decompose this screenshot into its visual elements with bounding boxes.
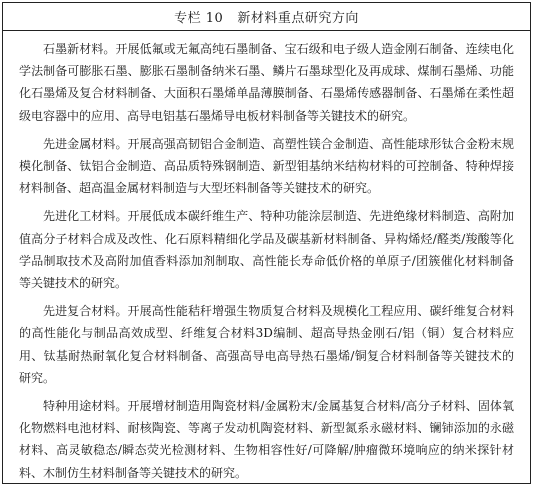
paragraph-chemical: 先进化工材料。开展低成本碳纤维生产、特种功能涂层制造、先进绝缘材料制造、高附加值高分子材料合成及改性、化石原料精细化学品及碳基新材料制备、异构烯烃/醛类/羧酸等化学品制取技术及高附加值香料添加剂制取、高性能长寿命低价格的单原子/团簇催化材料制备等关键技术的研究。: [19, 209, 514, 291]
paragraph-metal: 先进金属材料。开展高强高韧铝合金制造、高塑性镁合金制造、高性能球形钛合金粉末规模化制备、钛铝合金制造、高品质特殊钢制造、新型钼基纳米结构材料的可控制备、特种焊接材料制备、超高温金属材料制造与大型坯料制备等关键技术的研究。: [19, 136, 514, 196]
paragraph-graphite: 石墨新材料。开展低氟或无氟高纯石墨制备、宝石级和电子级人造金刚石制备、连续电化学法制备可膨胀石墨、膨胀石墨制备纳米石墨、鳞片石墨球型化及再成球、煤制石墨烯、功能化石墨烯及复合材料制备、大面积石墨烯单晶薄膜制备、石墨烯传感器制备、石墨烯在柔性超级电容器中的应用、高导电铝基石墨烯导电板材料制备等关键技术的研究。: [19, 42, 514, 123]
box-header: [3, 3, 530, 31]
box-content: [3, 31, 530, 484]
feature-box: [2, 2, 531, 484]
paragraph-special: 特种用途材料。开展增材制造用陶瓷材料/金属粉末/金属基复合材料/高分子材料、固体氧化物燃料电池材料、耐核陶瓷、等离子发动机陶瓷材料、新型氮系永磁材料、镧铈添加的永磁材料、高灵敏稳态/瞬态荧光检测材料、生物相容性好/可降解/肿瘤微环境响应的纳米探针材料、木制仿生材料制备等关键技术的研究。: [19, 399, 514, 480]
column-title: 新材料重点研究方向: [237, 11, 359, 26]
paragraph-composite: 先进复合材料。开展高性能秸秆增强生物质复合材料及规模化工程应用、碳纤维复合材料的高性能化与制品高效成型、纤维复合材料3D编制、超高导热金刚石/铝（铜）复合材料应用、钛基耐热耐氧化复合材料制备、高强高导电高导热石墨烯/铜复合材料制备等关键技术的研究。: [19, 304, 514, 385]
column-label: 专栏 10: [174, 11, 224, 26]
